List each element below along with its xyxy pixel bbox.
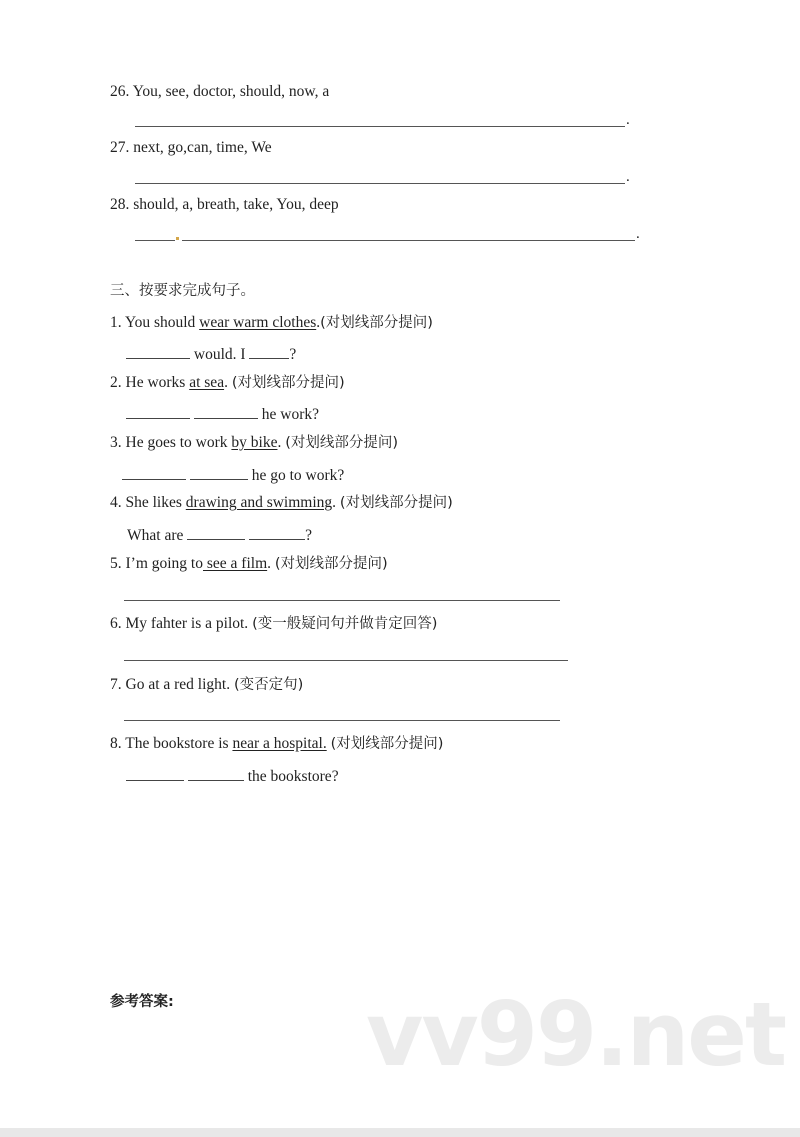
question-text: You should <box>124 314 200 331</box>
blank[interactable] <box>126 403 190 419</box>
exercise-28 <box>110 195 339 215</box>
sentence-end: . <box>626 169 630 185</box>
exercise-number: 27. <box>110 139 130 156</box>
underlined-text: by bike <box>231 434 278 451</box>
question-5 <box>110 554 388 574</box>
answer-row-3 <box>122 464 344 486</box>
blank[interactable] <box>122 464 186 480</box>
blank[interactable] <box>249 524 305 540</box>
question-number: 7. <box>110 676 122 693</box>
exercise-number: 26. <box>110 83 130 100</box>
question-number: 6. <box>110 615 122 632</box>
answer-line-28a[interactable] <box>135 240 175 241</box>
question-text: . <box>224 374 232 391</box>
instruction: (对划线部分提问) <box>320 315 433 331</box>
underlined-text: wear warm clothes <box>199 314 317 331</box>
exercise-words: next, go,can, time, We <box>133 139 272 156</box>
question-text: . <box>316 314 321 331</box>
underlined-text: near a hospital. <box>232 735 327 752</box>
question-text: She likes <box>125 494 186 511</box>
question-2 <box>110 373 345 393</box>
question-text: Go at a red light. <box>125 676 234 693</box>
instruction: (对划线部分提问) <box>330 736 444 752</box>
answer-row-2 <box>126 403 319 425</box>
answer-text: What are <box>127 527 188 544</box>
question-1 <box>110 313 433 333</box>
answer-text: he go to work? <box>247 467 345 484</box>
exercise-27 <box>110 138 272 158</box>
question-number: 3. <box>110 434 122 451</box>
question-text: He goes to work <box>125 434 232 451</box>
underlined-text: drawing and swimming <box>185 494 333 511</box>
blank[interactable] <box>187 524 245 540</box>
underlined-text: at sea <box>189 374 225 391</box>
exercise-26 <box>110 82 329 102</box>
section-heading: 三、按要求完成句子。 <box>110 283 255 299</box>
blank[interactable] <box>126 343 190 359</box>
question-8 <box>110 734 443 754</box>
answer-text: the bookstore? <box>243 768 339 785</box>
question-text: . <box>277 434 286 451</box>
answers-heading: 参考答案: <box>110 994 174 1010</box>
question-text: He works <box>125 374 190 391</box>
answer-row-4 <box>127 524 312 546</box>
instruction: (对划线部分提问) <box>339 495 453 511</box>
answer-line-7[interactable] <box>124 720 560 721</box>
exercise-words: You, see, doctor, should, now, a <box>132 83 330 100</box>
question-text: . <box>267 555 275 572</box>
question-6 <box>110 614 437 634</box>
answer-line-27[interactable] <box>135 183 625 184</box>
sentence-end: . <box>636 226 640 242</box>
page-bottom-edge <box>0 1128 800 1137</box>
question-4 <box>110 493 453 513</box>
answer-text: he work? <box>257 406 319 423</box>
sentence-end: . <box>626 112 630 128</box>
instruction: (变一般疑问句并做肯定回答) <box>252 616 438 632</box>
watermark: vv99.net <box>366 983 786 1086</box>
instruction: (对划线部分提问) <box>274 556 388 572</box>
question-number: 2. <box>110 374 122 391</box>
blank[interactable] <box>188 765 244 781</box>
instruction: (变否定句) <box>233 677 304 693</box>
instruction: (对划线部分提问) <box>231 375 345 391</box>
question-text: The bookstore is <box>125 735 233 752</box>
mark-dot <box>176 237 179 240</box>
answer-line-5[interactable] <box>124 600 560 601</box>
question-number: 4. <box>110 494 122 511</box>
question-number: 5. <box>110 555 122 572</box>
exercise-number: 28. <box>110 196 130 213</box>
question-text: I’m going to <box>125 555 203 572</box>
answer-text: ? <box>289 346 297 363</box>
question-text: . <box>332 494 340 511</box>
question-number: 1. <box>110 314 122 331</box>
exercise-words: should, a, breath, take, You, deep <box>133 196 339 213</box>
answer-line-6[interactable] <box>124 660 568 661</box>
answer-row-8 <box>126 765 339 787</box>
question-7 <box>110 675 303 695</box>
answer-text: ? <box>305 527 313 544</box>
answer-row-1 <box>126 343 296 365</box>
answer-line-26[interactable] <box>135 126 625 127</box>
question-number: 8. <box>110 735 122 752</box>
blank[interactable] <box>190 464 248 480</box>
question-3 <box>110 433 398 453</box>
blank[interactable] <box>249 343 289 359</box>
answer-text: would. I <box>190 346 250 363</box>
question-text: My fahter is a pilot. <box>125 615 253 632</box>
instruction: (对划线部分提问) <box>285 435 399 451</box>
blank[interactable] <box>126 765 184 781</box>
blank[interactable] <box>194 403 258 419</box>
answer-line-28b[interactable] <box>182 240 635 241</box>
underlined-text: see a film <box>203 555 268 572</box>
